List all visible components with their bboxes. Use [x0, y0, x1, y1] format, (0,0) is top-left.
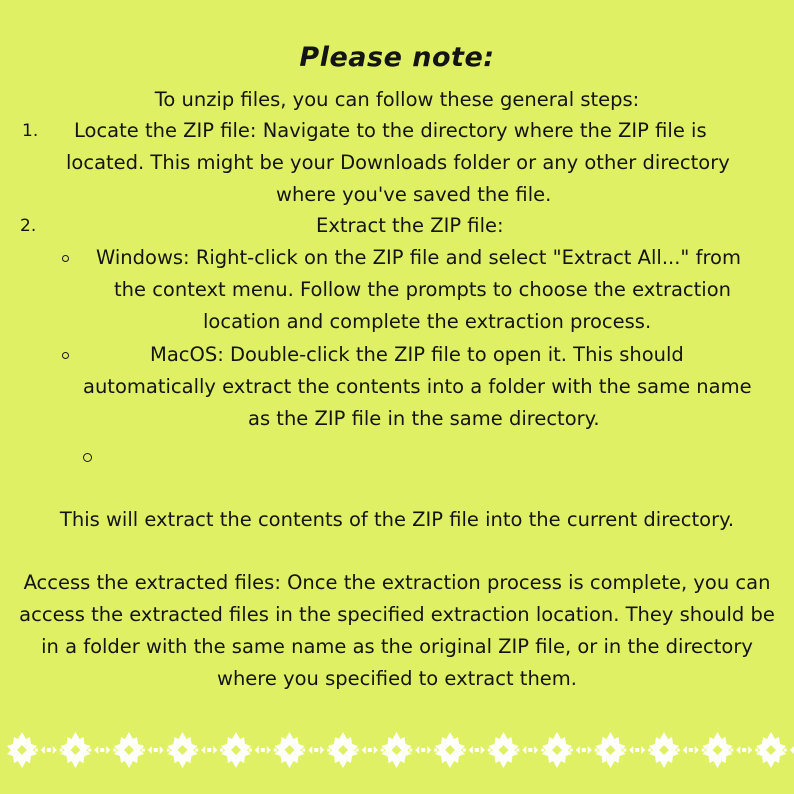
windows-line-3: location and complete the extraction process.	[203, 310, 652, 333]
connector-arrow-icon	[629, 746, 645, 754]
macos-line-2: automatically extract the contents into a folder with the same name	[83, 375, 752, 398]
step1-line-2: located. This might be your Downloads folder or any other directory	[66, 151, 730, 174]
connector-dot-icon	[249, 749, 252, 752]
connector-dot-icon	[570, 749, 573, 752]
connector-dot-icon	[784, 749, 787, 752]
connector-dot-icon	[623, 749, 626, 752]
connector-arrow-icon	[94, 746, 110, 754]
windows-line-2: the context menu. Follow the prompts to choose the extraction	[114, 278, 731, 301]
step1-line-3: where you've saved the file.	[276, 183, 552, 206]
connector-arrow-icon	[683, 746, 699, 754]
connector-arrow-icon	[255, 746, 271, 754]
intro-text: To unzip files, you can follow these general steps:	[154, 88, 640, 111]
macos-line-1: MacOS: Double-click the ZIP file to open it. This should	[150, 343, 684, 366]
connector-dot-icon	[142, 749, 145, 752]
extract-note: This will extract the contents of the ZIP file into the current directory.	[59, 508, 735, 531]
connector-dot-icon	[595, 749, 598, 752]
connector-dot-icon	[327, 749, 330, 752]
connector-dot-icon	[488, 749, 491, 752]
connector-dot-icon	[755, 749, 758, 752]
connector-dot-icon	[730, 749, 733, 752]
connector-dot-icon	[35, 749, 38, 752]
access-line-3: in a folder with the same name as the original ZIP file, or in the directory	[41, 635, 753, 658]
connector-arrow-icon	[469, 746, 485, 754]
aztec-border-pattern-icon	[0, 728, 794, 772]
connector-dot-icon	[434, 749, 437, 752]
connector-dot-icon	[409, 749, 412, 752]
macos-line-3: as the ZIP file in the same directory.	[248, 407, 600, 430]
connector-dot-icon	[195, 749, 198, 752]
bullet-circle-icon	[83, 453, 92, 462]
connector-dot-icon	[274, 749, 277, 752]
connector-arrow-icon	[522, 746, 538, 754]
connector-dot-icon	[648, 749, 651, 752]
step2-marker: 2.	[20, 216, 37, 236]
connector-dot-icon	[541, 749, 544, 752]
connector-arrow-icon	[148, 746, 164, 754]
connector-dot-icon	[356, 749, 359, 752]
connector-dot-icon	[167, 749, 170, 752]
bullet-circle-icon	[62, 255, 69, 262]
step2-label: Extract the ZIP file:	[316, 214, 504, 237]
access-line-1: Access the extracted files: Once the extraction process is complete, you can	[23, 571, 771, 594]
connector-arrow-icon	[362, 746, 378, 754]
connector-dot-icon	[88, 749, 91, 752]
connector-dot-icon	[302, 749, 305, 752]
access-line-2: access the extracted files in the specified extraction location. They should be	[19, 603, 775, 626]
connector-dot-icon	[677, 749, 680, 752]
windows-line-1: Windows: Right-click on the ZIP file and select "Extract All..." from	[96, 246, 741, 269]
connector-arrow-icon	[308, 746, 324, 754]
access-line-4: where you specified to extract them.	[217, 667, 577, 690]
connector-dot-icon	[60, 749, 63, 752]
step1-marker: 1.	[22, 121, 39, 141]
bullet-circle-icon	[62, 352, 69, 359]
connector-dot-icon	[702, 749, 705, 752]
connector-arrow-icon	[415, 746, 431, 754]
connector-arrow-icon	[41, 746, 57, 754]
page-title: Please note:	[299, 42, 495, 73]
step1-line-1: Locate the ZIP file: Navigate to the directory where the ZIP file is	[74, 119, 707, 142]
connector-dot-icon	[463, 749, 466, 752]
connector-dot-icon	[113, 749, 116, 752]
connector-arrow-icon	[736, 746, 752, 754]
connector-arrow-icon	[201, 746, 217, 754]
connector-dot-icon	[381, 749, 384, 752]
connector-arrow-icon	[576, 746, 592, 754]
connector-dot-icon	[220, 749, 223, 752]
connector-arrow-icon	[790, 746, 794, 754]
connector-dot-icon	[516, 749, 519, 752]
